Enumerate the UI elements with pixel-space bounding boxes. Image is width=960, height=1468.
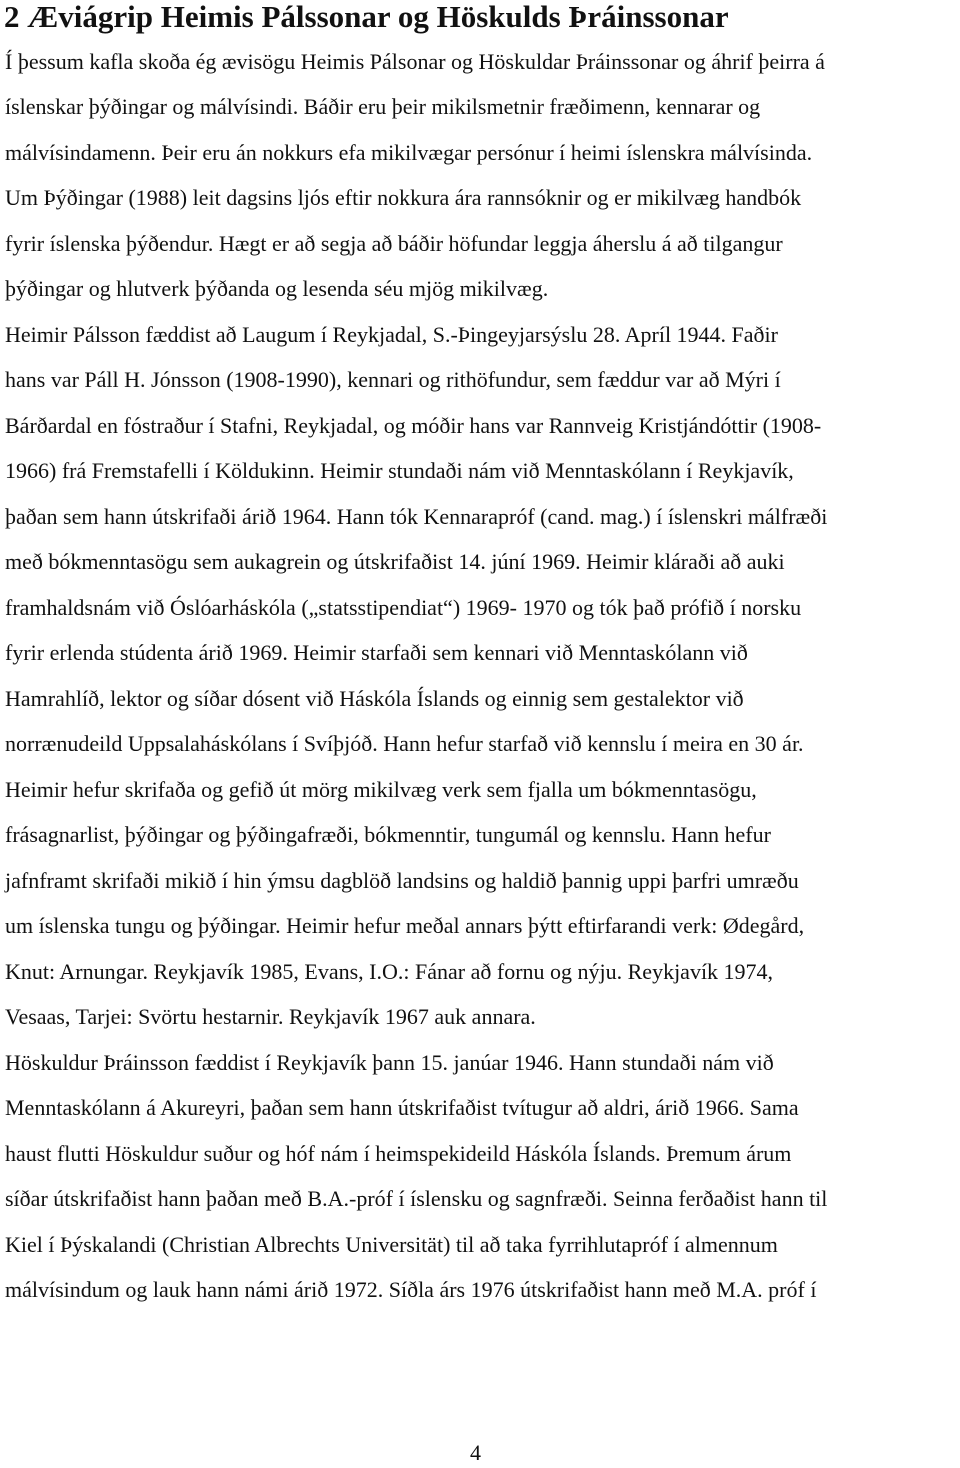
- text-line: íslenskar þýðingar og málvísindi. Báðir eru þeir mikilsmetnir fræðimenn, kennarar og: [5, 94, 761, 119]
- text-line: Knut: Arnungar. Reykjavík 1985, Evans, I.O.: Fánar að fornu og nýju. Reykjavík 1974,: [5, 959, 774, 984]
- text-line: Kiel í Þýskalandi (Christian Albrechts Universität) til að taka fyrrihlutapróf í almennum: [5, 1232, 778, 1257]
- text-line: frásagnarlist, þýðingar og þýðingafræði, bókmenntir, tungumál og kennslu. Hann hefur: [5, 822, 771, 847]
- text-line: framhaldsnám við Óslóarháskóla („statsstipendiat“) 1969- 1970 og tók það prófið í norsku: [5, 595, 802, 620]
- text-line: þýðingar og hlutverk þýðanda og lesenda séu mjög mikilvæg.: [5, 276, 549, 301]
- text-line: Um Þýðingar (1988) leit dagsins ljós eftir nokkura ára rannsóknir og er mikilvæg handbók: [5, 185, 802, 210]
- text-line: með bókmenntasögu sem aukagrein og útskrifaðist 14. júní 1969. Heimir kláraði að auki: [5, 549, 785, 574]
- text-line: síðar útskrifaðist hann þaðan með B.A.-próf í íslensku og sagnfræði. Seinna ferðaðist hann til: [5, 1186, 828, 1211]
- text-line: fyrir erlenda stúdenta árið 1969. Heimir starfaði sem kennari við Menntaskólann við: [5, 640, 748, 665]
- text-line: þaðan sem hann útskrifaði árið 1964. Hann tók Kennarapróf (cand. mag.) í íslenskri málfræði: [5, 504, 828, 529]
- text-line: jafnframt skrifaði mikið í hin ýmsu dagblöð landsins og haldið þannig uppi þarfri umræðu: [5, 868, 799, 893]
- text-line: Höskuldur Þráinsson fæddist í Reykjavík þann 15. janúar 1946. Hann stundaði nám við: [5, 1050, 774, 1075]
- text-line: Vesaas, Tarjei: Svörtu hestarnir. Reykjavík 1967 auk annara.: [5, 1004, 536, 1029]
- text-line: Heimir hefur skrifaða og gefið út mörg mikilvæg verk sem fjalla um bókmenntasögu,: [5, 777, 757, 802]
- section-heading: 2 Æviágrip Heimis Pálssonar og Höskulds Þráinssonar: [4, 0, 729, 34]
- text-line: Heimir Pálsson fæddist að Laugum í Reykjadal, S.-Þingeyjarsýslu 28. Apríl 1944. Faðir: [5, 322, 778, 347]
- text-line: um íslenska tungu og þýðingar. Heimir hefur meðal annars þýtt eftirfarandi verk: Ødegård,: [5, 913, 805, 938]
- text-line: Í þessum kafla skoða ég ævisögu Heimis Pálsonar og Höskuldar Þráinssonar og áhrif þeirra á: [5, 49, 825, 74]
- text-line: Bárðardal en fóstraður í Stafni, Reykjadal, og móðir hans var Rannveig Kristjándóttir (1908-: [5, 413, 822, 438]
- text-line: Menntaskólann á Akureyri, þaðan sem hann útskrifaðist tvítugur að aldri, árið 1966. Sama: [5, 1095, 799, 1120]
- text-line: hans var Páll H. Jónsson (1908-1990), kennari og rithöfundur, sem fæddur var að Mýri í: [5, 367, 781, 392]
- text-line: málvísindamenn. Þeir eru án nokkurs efa mikilvægar persónur í heimi íslenskra málvísinda.: [5, 140, 813, 165]
- text-line: Hamrahlíð, lektor og síðar dósent við Háskóla Íslands og einnig sem gestalektor við: [5, 686, 744, 711]
- text-line: málvísindum og lauk hann námi árið 1972. Síðla árs 1976 útskrifaðist hann með M.A. próf í: [5, 1277, 817, 1302]
- text-line: norrænudeild Uppsalaháskólans í Svíþjóð. Hann hefur starfað við kennslu í meira en 30 ár.: [5, 731, 804, 756]
- text-line: fyrir íslenska þýðendur. Hægt er að segja að báðir höfundar leggja áherslu á að tilgangur: [5, 231, 783, 256]
- page-number: 4: [470, 1440, 481, 1465]
- text-line: haust flutti Höskuldur suður og hóf nám í heimspekideild Háskóla Íslands. Þremum árum: [5, 1141, 792, 1166]
- text-line: 1966) frá Fremstafelli í Köldukinn. Heimir stundaði nám við Menntaskólann í Reykjavík,: [5, 458, 794, 483]
